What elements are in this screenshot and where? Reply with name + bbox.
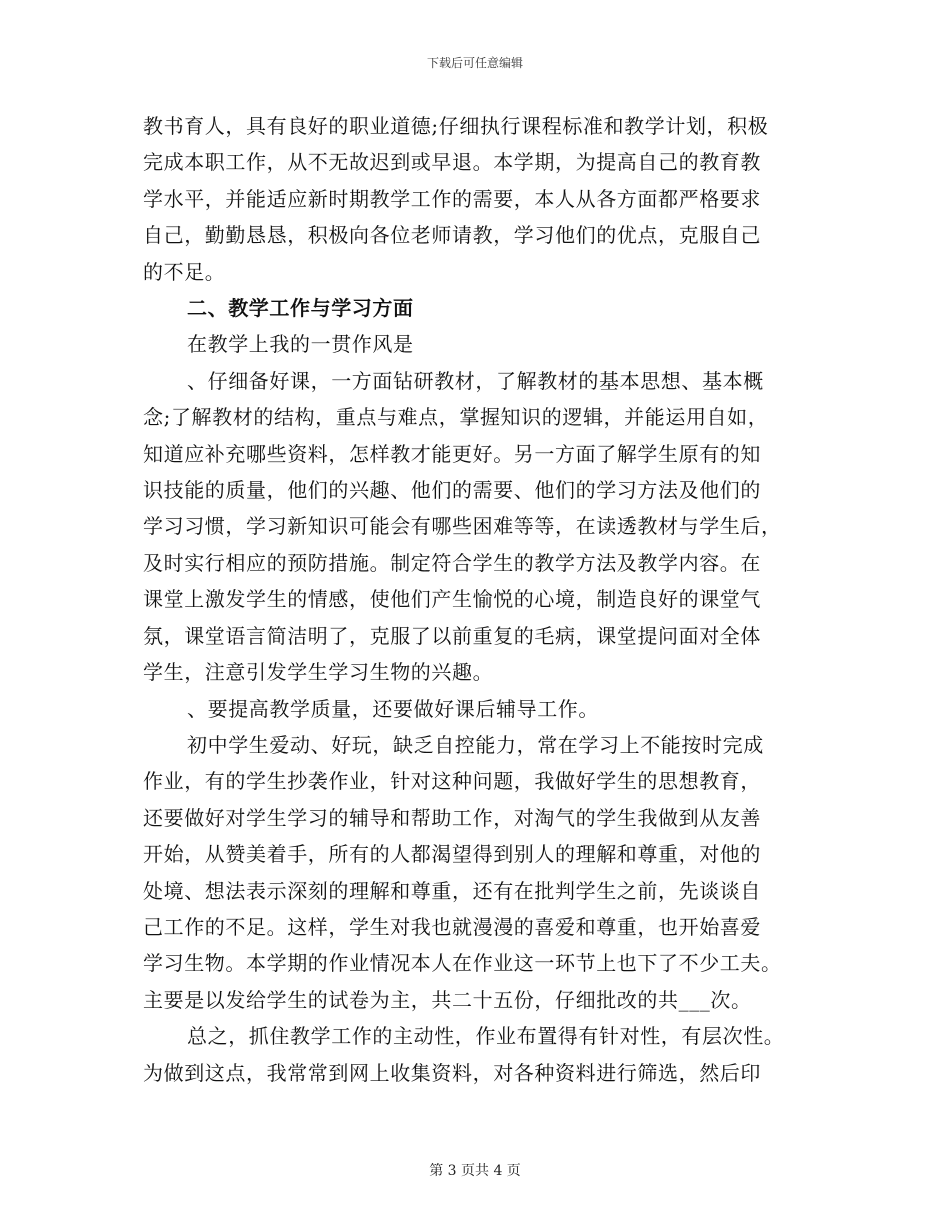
text-line: 完成本职工作，从不无故迟到或早退。本学期，为提高自己的教育教 — [143, 150, 761, 175]
text-line: 开始，从赞美着手，所有的人都渴望得到别人的理解和尊重，对他的 — [143, 842, 761, 867]
text-line: 念;了解教材的结构，重点与难点，掌握知识的逻辑，并能运用自如， — [143, 405, 769, 430]
document-body — [143, 108, 811, 1091]
text-line: 识技能的质量，他们的兴趣、他们的需要、他们的学习方法及他们的 — [143, 478, 761, 503]
text-line: 学生，注意引发学生学习生物的兴趣。 — [143, 660, 494, 685]
text-line: 作业，有的学生抄袭作业，针对这种问题，我做好学生的思想教育， — [143, 769, 761, 794]
text-line: 、仔细备好课，一方面钻研教材，了解教材的基本思想、基本概 — [187, 368, 764, 393]
text-line: 氛，课堂语言简洁明了，克服了以前重复的毛病，课堂提问面对全体 — [143, 623, 761, 648]
text-line: 学习生物。本学期的作业情况本人在作业这一环节上也下了不少工夫。 — [143, 951, 782, 976]
page-header: 下载后可任意编辑 — [426, 56, 523, 70]
text-line: 知道应补充哪些资料，怎样教才能更好。另一方面了解学生原有的知 — [143, 441, 761, 466]
text-line: 还要做好对学生学习的辅导和帮助工作，对淘气的学生我做到从友善 — [143, 805, 761, 830]
text-line: 教书育人，具有良好的职业道德;仔细执行课程标准和教学计划，积极 — [143, 114, 769, 138]
text-line: 课堂上激发学生的情感，使他们产生愉悦的心境，制造良好的课堂气 — [143, 587, 761, 612]
text-line: 己工作的不足。这样，学生对我也就漫漫的喜爱和尊重，也开始喜爱 — [143, 914, 761, 939]
text-line: 在教学上我的一贯作风是 — [187, 332, 414, 357]
text-line: 的不足。 — [143, 259, 226, 284]
text-line: 学习习惯，学习新知识可能会有哪些困难等等，在读透教材与学生后， — [143, 514, 782, 539]
text-line: 及时实行相应的预防措施。制定符合学生的教学方法及教学内容。在 — [143, 550, 761, 575]
text-line: 主要是以发给学生的试卷为主，共二十五份，仔细批改的共___次。 — [143, 987, 752, 1012]
text-line: 学水平，并能适应新时期教学工作的需要，本人从各方面都严格要求 — [143, 186, 761, 211]
text-line: 、要提高教学质量，还要做好课后辅导工作。 — [187, 696, 599, 721]
text-line: 处境、想法表示深刻的理解和尊重，还有在批判学生之前，先谈谈自 — [143, 878, 761, 903]
page-footer: 第 3 页共 4 页 — [429, 1163, 521, 1179]
text-line: 为做到这点，我常常到网上收集资料，对各种资料进行筛选，然后印 — [143, 1060, 761, 1085]
text-line: 初中学生爱动、好玩，缺乏自控能力，常在学习上不能按时完成 — [187, 732, 764, 757]
text-line: 总之，抓住教学工作的主动性，作业布置得有针对性，有层次性。 — [187, 1024, 785, 1049]
section-heading: 二、教学工作与学习方面 — [187, 296, 414, 321]
text-line: 自己，勤勤恳恳，积极向各位老师请教，学习他们的优点，克服自己 — [143, 223, 761, 248]
